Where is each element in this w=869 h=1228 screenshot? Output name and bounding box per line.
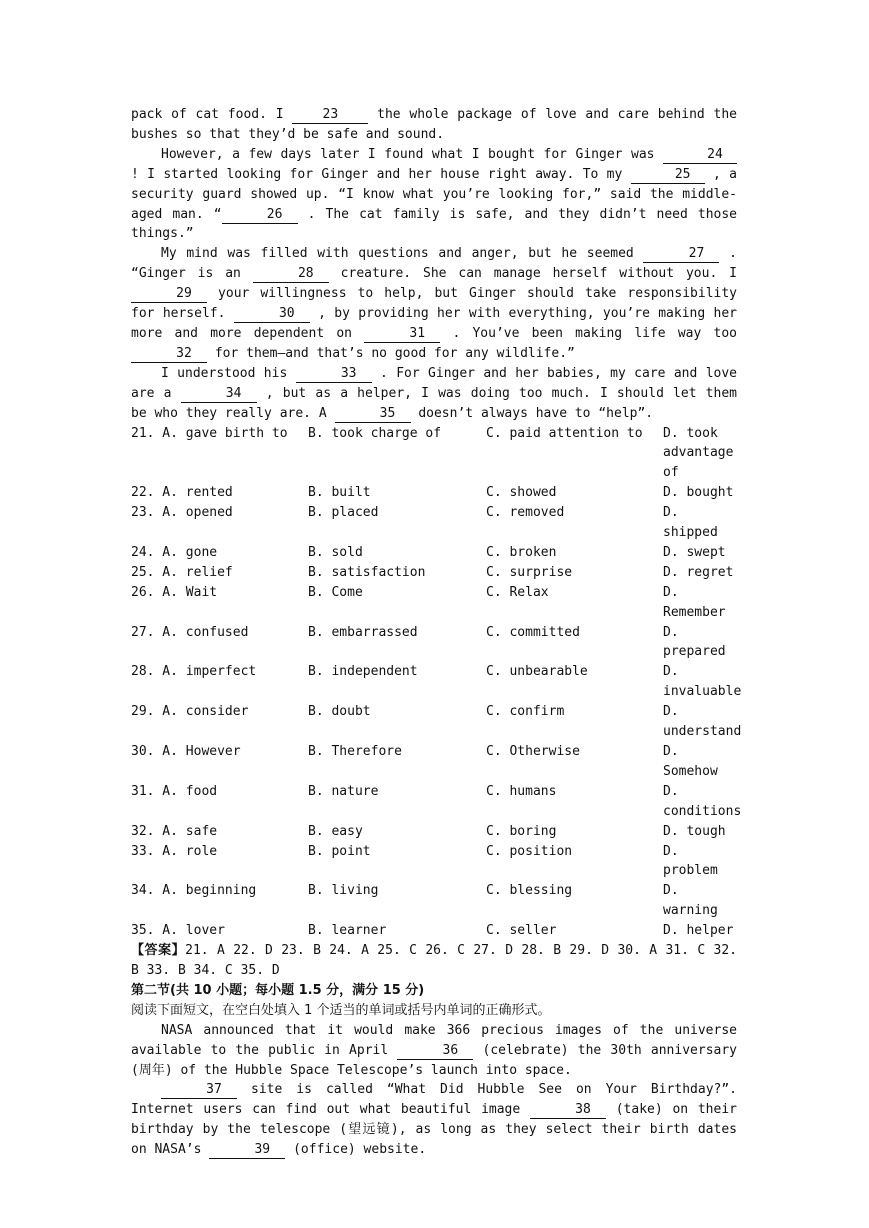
- option-a: 27. A. confused: [131, 624, 249, 640]
- option-b: B. took charge of: [308, 425, 442, 441]
- answer-label: 【答案】: [131, 943, 186, 959]
- passage-text: (celebrate) the 30th anniversary (周年) of the Hubble Space Telescope’s launch into space.: [131, 1042, 737, 1078]
- blank-28: 28: [253, 266, 329, 283]
- question-row: [131, 881, 737, 921]
- question-row: [131, 503, 737, 543]
- option-c: C. confirm: [486, 704, 565, 720]
- question-row: [131, 662, 742, 702]
- option-a: 28. A. imperfect: [131, 664, 257, 680]
- document-page: [131, 105, 742, 1160]
- option-c: C. blessing: [486, 883, 573, 899]
- option-b: B. satisfaction: [308, 564, 426, 580]
- blank-37: 37: [161, 1082, 237, 1099]
- passage-text: doesn’t always have to “help”.: [410, 405, 654, 421]
- passage-text: . You’ve been making life way too: [440, 325, 738, 341]
- passage-text: . “Ginger is an: [131, 246, 738, 282]
- passage-paragraph: [131, 145, 737, 245]
- passage-text: However, a few days later I found what I bought for Ginger was: [161, 146, 663, 162]
- option-c: C. Relax: [486, 584, 549, 600]
- question-row: [131, 702, 742, 742]
- option-c: C. committed: [486, 624, 580, 640]
- blank-23: 23: [292, 107, 368, 124]
- option-a: 29. A. consider: [131, 704, 249, 720]
- passage-paragraph: [131, 244, 737, 363]
- passage-text: (take) on their birthday by the telescope (望远镜), as long as they select their birth dates on NASA’s: [131, 1102, 737, 1158]
- option-c: C. boring: [486, 823, 557, 839]
- option-d: D. prepared: [663, 624, 726, 660]
- option-c: C. seller: [486, 923, 557, 939]
- question-row: [131, 921, 737, 941]
- option-a: 25. A. relief: [131, 564, 233, 580]
- passage-text: , but as a helper, I was doing too much. I should let them be who they really are. A: [131, 385, 737, 421]
- passage-text: , a security guard showed up. “I know what you’re looking for,” said the middle-aged man. “: [131, 166, 737, 222]
- option-b: B. nature: [308, 783, 379, 799]
- option-b: B. placed: [308, 505, 379, 521]
- option-c: C. paid attention to: [486, 425, 643, 441]
- option-a: 35. A. lover: [131, 923, 225, 939]
- option-a: 26. A. Wait: [131, 584, 218, 600]
- option-a: 30. A. However: [131, 744, 241, 759]
- passage-text: for them—and that’s no good for any wildlife.”: [207, 345, 575, 361]
- option-c: C. humans: [486, 783, 557, 799]
- option-a: 34. A. beginning: [131, 883, 257, 899]
- option-b: B. point: [308, 843, 371, 859]
- passage-text: . For Ginger and her babies, my care and love are a: [131, 365, 737, 401]
- passage-text: (office) website.: [285, 1142, 427, 1158]
- option-d: D. bought: [663, 485, 734, 501]
- blank-24: 24: [663, 147, 737, 164]
- blank-34: 34: [181, 386, 257, 403]
- passage-text: . The cat family is safe, and they didn’t need those things.”: [131, 206, 737, 242]
- option-a: 23. A. opened: [131, 505, 233, 521]
- option-b: B. easy: [308, 823, 363, 839]
- passage-text: NASA announced that it would make 366 precious images of the universe available to the public in April: [131, 1022, 737, 1058]
- option-b: B. Come: [308, 584, 363, 600]
- option-c: C. surprise: [486, 564, 573, 580]
- passage-text: pack of cat food. I: [131, 107, 293, 122]
- option-a: 22. A. rented: [131, 485, 233, 501]
- option-d: D. swept: [663, 544, 726, 560]
- option-d: D. Remember: [663, 584, 726, 620]
- option-b: B. embarrassed: [308, 624, 418, 640]
- option-b: B. sold: [308, 544, 363, 560]
- option-c: C. Otherwise: [486, 744, 580, 759]
- blank-27: 27: [643, 246, 719, 263]
- option-b: B. Therefore: [308, 744, 402, 759]
- blank-36: 36: [397, 1043, 473, 1060]
- passage-paragraph: [131, 364, 737, 424]
- option-c: C. unbearable: [486, 664, 588, 680]
- option-b: B. built: [308, 485, 371, 501]
- blank-26: 26: [222, 207, 298, 224]
- option-a: 21. A. gave birth to: [131, 425, 288, 441]
- question-row: [131, 782, 742, 822]
- option-a: 31. A. food: [131, 783, 218, 799]
- blank-29: 29: [131, 286, 207, 303]
- question-row: [131, 842, 737, 882]
- option-d: D. took advantage of: [663, 425, 734, 481]
- option-b: B. doubt: [308, 704, 371, 720]
- option-b: B. learner: [308, 923, 387, 939]
- answer-text: 21. A 22. D 23. B 24. A 25. C 26. C 27. D 28. B 29. D 30. A 31. C 32. B 33. B 34. C 35. D: [131, 943, 737, 978]
- blank-31: 31: [364, 326, 440, 343]
- option-b: B. independent: [308, 664, 418, 680]
- passage-paragraph: [131, 1080, 737, 1160]
- passage-text: My mind was filled with questions and anger, but he seemed: [161, 246, 644, 262]
- blank-39: 39: [209, 1142, 285, 1159]
- passage-text: ! I started looking for Ginger and her house right away. To my: [131, 166, 631, 182]
- option-a: 33. A. role: [131, 843, 218, 859]
- blank-32: 32: [131, 346, 207, 363]
- passage-text: , by providing her with everything, you’re making her more and more dependent on: [131, 306, 738, 341]
- option-c: C. broken: [486, 544, 557, 560]
- option-d: D. shipped: [663, 505, 718, 541]
- section-instruction: 阅读下面短文，在空白处填入 1 个适当的单词或括号内单词的正确形式。: [131, 1002, 551, 1018]
- option-a: 24. A. gone: [131, 544, 218, 560]
- option-d: D. warning: [663, 883, 718, 919]
- option-b: B. living: [308, 883, 379, 899]
- option-c: C. removed: [486, 505, 565, 521]
- question-row: [131, 623, 737, 663]
- blank-30: 30: [234, 306, 310, 323]
- passage-paragraph: [131, 105, 737, 145]
- question-row: [131, 742, 737, 782]
- blank-25: 25: [631, 167, 705, 184]
- option-d: D. understand: [663, 704, 742, 740]
- blank-35: 35: [335, 406, 411, 423]
- passage-text: your willingness to help, but Ginger should take responsibility for herself.: [131, 286, 737, 322]
- question-list: [131, 424, 742, 942]
- question-row: [131, 543, 737, 563]
- option-d: D. helper: [663, 923, 734, 939]
- passage-text: site is called “What Did Hubble See on Your Birthday?”. Internet users can find out what beautiful image: [131, 1082, 737, 1118]
- blank-33: 33: [296, 366, 372, 383]
- passage-paragraph: [131, 1021, 737, 1081]
- option-d: D. invaluable: [663, 664, 742, 700]
- question-row: [131, 424, 737, 484]
- question-row: [131, 583, 737, 623]
- answer-key: [131, 941, 737, 981]
- passage-text: creature. She can manage herself without you. I: [328, 266, 737, 282]
- option-c: C. showed: [486, 485, 557, 501]
- question-row: [131, 563, 737, 583]
- passage-text: the whole package of love and care behind the bushes so that they’d be safe and sound.: [131, 107, 737, 142]
- blank-38: 38: [530, 1102, 606, 1119]
- passage-text: I understood his: [161, 365, 296, 381]
- option-c: C. position: [486, 843, 573, 859]
- option-a: 32. A. safe: [131, 823, 218, 839]
- question-row: [131, 822, 737, 842]
- option-d: D. conditions: [663, 783, 742, 819]
- option-d: D. regret: [663, 564, 734, 580]
- option-d: D. Somehow: [663, 744, 718, 779]
- question-row: [131, 483, 737, 503]
- section-heading: 第二节(共 10 小题；每小题 1.5 分，满分 15 分): [131, 982, 425, 998]
- option-d: D. problem: [663, 843, 718, 879]
- option-d: D. tough: [663, 823, 726, 839]
